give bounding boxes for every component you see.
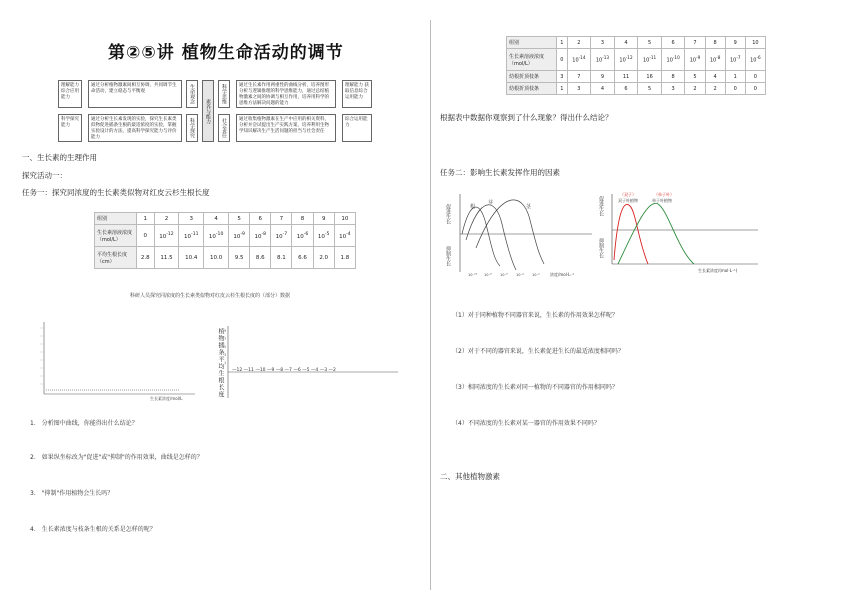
table1-g8: 8 [292, 213, 313, 225]
graphB-tag2: （单子叶） [654, 192, 674, 197]
table2-g2: 2 [567, 37, 591, 49]
table2-g4: 4 [614, 37, 638, 49]
question-4: 4. 生长素浓度与枝条生根的关系是怎样的呢？ [30, 526, 156, 533]
task2-label: 任务二：影响生长素发挥作用的因素 [440, 168, 560, 177]
table2-conc: $10^{-13}$ [591, 49, 615, 71]
table1-len: 8.6 [250, 247, 271, 269]
activity1-label: 探究活动一： [22, 171, 67, 180]
svg-text:5: 5 [224, 345, 227, 349]
map-mid-top: 通过分析植物激素间相互协调，共同调节生命活动，建立稳态与平衡观 [88, 80, 182, 108]
task2-question-3: （3）相同浓度的生长素对同一植物的不同器官的作用相同吗？ [452, 384, 618, 391]
map-left-bottom: 科学探究能力 [58, 114, 82, 142]
table1-conc: $10^{-12}$ [154, 225, 179, 247]
table1-row2-label: 平均生根长度（cm） [95, 247, 137, 269]
table2-conc: $10^{-14}$ [567, 49, 591, 71]
table2-row2-label: 幼根折顶枝条 [507, 71, 557, 83]
label-bud: 芽 [488, 200, 494, 206]
question-2: 2. 如果纵坐标改为"促进"或"抑制"的作用效果，曲线是怎样的？ [30, 454, 203, 461]
table2-row1-label: 生长素溶液浓度（mol/L） [507, 49, 557, 71]
table1-g1: 1 [137, 213, 155, 225]
table1-g9: 9 [313, 213, 334, 225]
table1 [94, 212, 356, 269]
table2-g9: 9 [725, 37, 745, 49]
table2-g10: 10 [745, 37, 765, 49]
label-root: 根 [470, 204, 476, 210]
graphB-xlabel: 生长素浓度/(mol·L⁻¹) [698, 268, 738, 273]
map-left-top: 理解能力 综合应用能力 [58, 80, 82, 108]
svg-text:9: 9 [224, 329, 227, 333]
curve-dicot [614, 204, 648, 264]
table1-header-label: 组别 [95, 213, 137, 225]
task2-question-2: （2）对于不同的器官来说，生长素促进生长的最适浓度相同吗？ [452, 348, 624, 355]
right-graph-vlabel: 植物插条平均生根长度 [217, 328, 224, 398]
task2-question-1: （1）对于同种植物不同器官来说，生长素的作用效果怎样呢？ [452, 312, 618, 319]
tickA-4: 10⁻⁴ [516, 273, 524, 277]
svg-text:3: 3 [224, 353, 227, 357]
curve-bud [466, 205, 516, 270]
table1-len: 2.0 [313, 247, 334, 269]
table2-conc: $10^{-8}$ [705, 49, 725, 71]
table1-g5: 5 [229, 213, 250, 225]
table2-r2: 1 [725, 71, 745, 83]
table2-r3: 3 [661, 83, 685, 95]
table2-conc: $10^{-6}$ [745, 49, 765, 71]
table1-len: 8.1 [271, 247, 292, 269]
map-right-top: 通过生长素作用两重性的曲线分析，培养图形分析与逻辑推理的科学思维能力，通过总结植物激素之间的协调与相互作用，培养用科学的思维方法解决问题的能力 [236, 80, 336, 108]
graphB-inhibit: 抑制生长 [598, 238, 604, 258]
page-title: 第②⑤讲 植物生命活动的调节 [108, 43, 344, 63]
table2-r2: 5 [685, 71, 705, 83]
table2-r2: 3 [557, 71, 568, 83]
table2-g6: 6 [661, 37, 685, 49]
graphA-inhibit: 抑制生长 [445, 246, 451, 266]
column-divider [430, 20, 431, 590]
question-1: 1. 分析图中曲线，你能得出什么结论？ [30, 420, 138, 427]
table2-g3: 3 [591, 37, 615, 49]
map-v1: 生命观念 [186, 80, 198, 108]
table2 [506, 36, 766, 95]
table1-conc: $10^{-7}$ [271, 225, 292, 247]
graphA-promote: 促进生长 [445, 204, 451, 224]
table2-conc: 0 [557, 49, 568, 71]
graphA-xlabel: 浓度/mol·L⁻¹ [550, 272, 575, 277]
tickA-2: 10⁻⁸ [484, 273, 492, 277]
graph-organs [446, 190, 596, 282]
table2-r3: 2 [705, 83, 725, 95]
table1-len: 1.8 [334, 247, 355, 269]
table2-r3: 5 [638, 83, 662, 95]
table2-r2: 0 [745, 71, 765, 83]
map-far-right-top: 理解能力 获取信息综合运用能力 [342, 80, 372, 108]
table1-conc: $10^{-6}$ [292, 225, 313, 247]
blank-graph-right [222, 322, 402, 402]
table2-r2: 9 [591, 71, 615, 83]
table2-r3: 6 [614, 83, 638, 95]
table2-header-label: 组别 [507, 37, 557, 49]
table2-conc: $10^{-7}$ [725, 49, 745, 71]
table2-g1: 1 [557, 37, 568, 49]
table1-g3: 3 [179, 213, 204, 225]
table1-len: 10.4 [179, 247, 204, 269]
table1-len: 11.5 [154, 247, 179, 269]
table2-g5: 5 [638, 37, 662, 49]
map-far-right-bottom: 综合运用能力 [342, 114, 372, 142]
table2-r2: 4 [705, 71, 725, 83]
table2-question: 根据表中数据你观察到了什么现象？得出什么结论？ [440, 113, 613, 122]
table1-len: 9.5 [229, 247, 250, 269]
table2-conc: $10^{-12}$ [614, 49, 638, 71]
table2-r3: 0 [725, 83, 745, 95]
table1-conc: $10^{-4}$ [334, 225, 355, 247]
table1-g7: 7 [271, 213, 292, 225]
svg-text:7: 7 [224, 337, 227, 341]
section2-heading: 二、其他植物激素 [440, 472, 500, 481]
table1-g2: 2 [154, 213, 179, 225]
table1-conc: $10^{-9}$ [229, 225, 250, 247]
right-graph-ticks: —12 —11 —10 —9 —8 —7 —6 —5 —4 —3 —2 [232, 368, 336, 373]
map-v5: 社会责任 [218, 114, 230, 142]
table2-conc: $10^{-9}$ [685, 49, 705, 71]
table2-r3: 2 [685, 83, 705, 95]
tickA-3: 10⁻⁶ [500, 273, 508, 277]
table1-len: 6.6 [292, 247, 313, 269]
svg-text:1: 1 [224, 361, 227, 365]
graph-monocot-dicot [598, 190, 768, 282]
graphB-series1: 双子叶植物 [618, 198, 638, 203]
section1-heading: 一、生长素的生理作用 [22, 153, 97, 162]
table1-conc: $10^{-8}$ [250, 225, 271, 247]
table2-conc: $10^{-10}$ [661, 49, 685, 71]
graphB-series2: 单子叶植物 [652, 198, 672, 203]
table2-r3: 3 [567, 83, 591, 95]
table2-row3-label: 幼根折顶枝条 [507, 83, 557, 95]
tickA-1: 10⁻¹⁰ [468, 273, 478, 277]
table1-conc: $10^{-11}$ [179, 225, 204, 247]
table1-caption: 科研人员探究同浓度的生长素类似物对红皮云杉生根长度的（部分）数据 [130, 293, 291, 299]
table1-conc: $10^{-5}$ [313, 225, 334, 247]
table1-row1-label: 生长素溶液浓度（mol/L） [95, 225, 137, 247]
table1-g6: 6 [250, 213, 271, 225]
table2-g8: 8 [705, 37, 725, 49]
graphB-tag1: （双子） [620, 192, 636, 197]
label-stem: 茎 [526, 204, 532, 210]
table2-r2: 16 [638, 71, 662, 83]
map-v3: 素养与能力 [202, 80, 214, 142]
left-graph-xlabel: 生长素浓度/mol/L [150, 396, 183, 401]
table2-r3: 4 [591, 83, 615, 95]
table1-g4: 4 [204, 213, 229, 225]
table2-g7: 7 [685, 37, 705, 49]
task1-label: 任务一：探究同浓度的生长素类似物对红皮云杉生根长度 [22, 188, 210, 197]
table1-conc: $10^{-10}$ [204, 225, 229, 247]
map-mid-bottom: 通过分析生长素发现的实验，探究生长素类似物促进插条生根的最适浓度的实验，掌握实验设计的方法，提高科学探究能力与评价能力 [88, 114, 182, 142]
task2-question-4: （4）不同浓度的生长素对某一器官的作用效果不同吗？ [452, 420, 600, 427]
question-3: 3. "抑制"作用植物会生长吗？ [30, 490, 114, 497]
map-v2: 科学思维 [218, 80, 230, 108]
table2-r2: 8 [661, 71, 685, 83]
table1-conc: 0 [137, 225, 155, 247]
tickA-5: 10⁻² [532, 273, 540, 277]
table2-r2: 11 [614, 71, 638, 83]
table1-len: 10.0 [204, 247, 229, 269]
table2-conc: $10^{-11}$ [638, 49, 662, 71]
table2-r3: 1 [557, 83, 568, 95]
table1-g10: 10 [334, 213, 355, 225]
map-right-bottom: 通过收集植物激素在生产中应用的相关资料，分析并尝试提出生产实践方案，培养利用生物学知识解决生产生活问题的担当与社会责任 [236, 114, 336, 142]
blank-graph-left [30, 318, 200, 404]
table1-len: 2.8 [137, 247, 155, 269]
curve-monocot [618, 203, 694, 264]
table2-r3: 0 [745, 83, 765, 95]
table2-r2: 7 [567, 71, 591, 83]
graphB-promote: 促进生长 [598, 196, 604, 216]
map-v4: 科学探究 [186, 114, 198, 142]
